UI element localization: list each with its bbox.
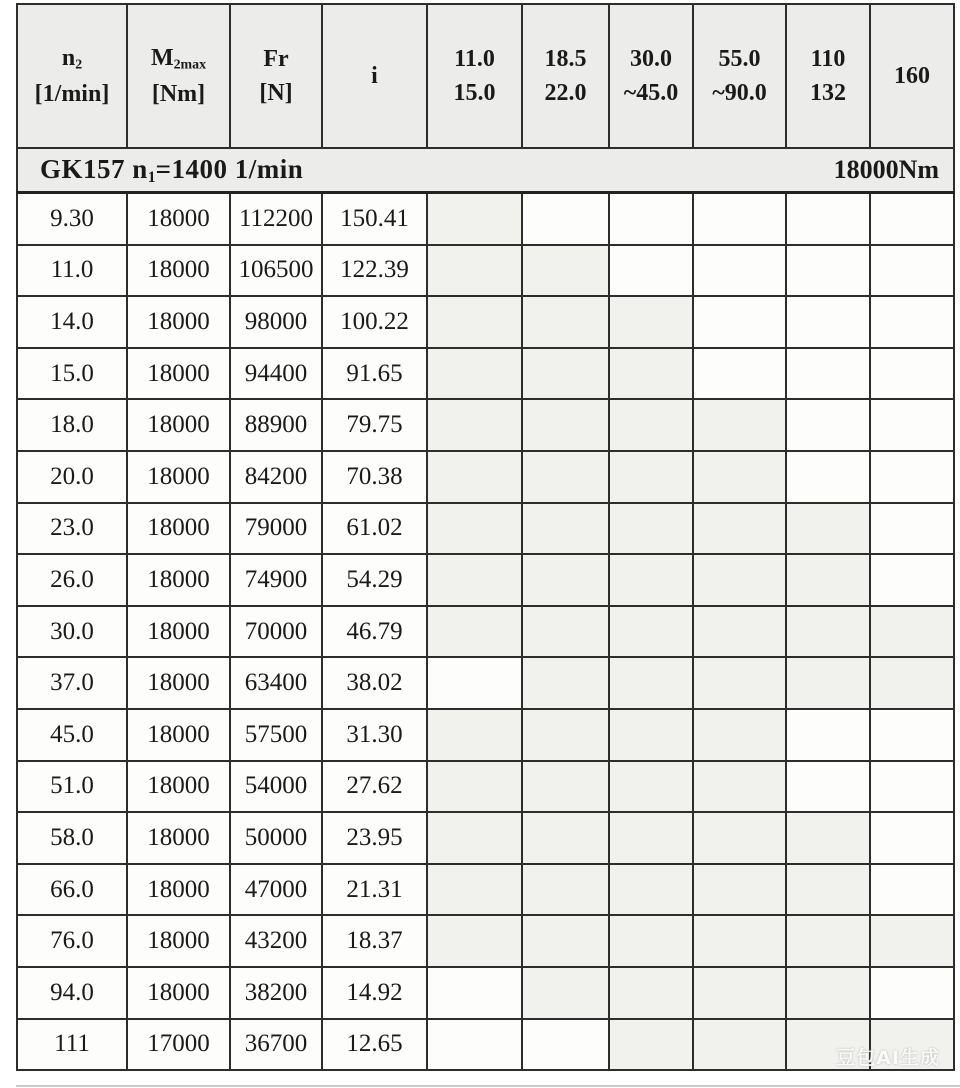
i-value: 31.30 [322,709,427,761]
power-band-cell-p11-15-applicable [427,193,522,245]
power-band-cell-p18-22-applicable [522,657,609,709]
power-band-cell-p160-applicable [870,1019,954,1071]
power-band-cell-p18-22-applicable [522,451,609,503]
power-band-cell-p110-132-blank [786,348,870,400]
col-header-i: i [322,4,427,148]
m2max-value: 18000 [127,503,230,555]
power-band-cell-p110-132-applicable [786,864,870,916]
m2max-value: 18000 [127,606,230,658]
m2max-value: 17000 [127,1019,230,1071]
power-band-cell-p18-22-applicable [522,915,609,967]
fr-value: 106500 [230,245,322,297]
i-value: 54.29 [322,554,427,606]
gearbox-spec-sheet [16,3,947,1071]
power-band-cell-p160-applicable [870,606,954,658]
power-band-cell-p110-132-applicable [786,503,870,555]
col-header-p55-90: 55.0 ~90.0 [693,4,786,148]
n2-value: 94.0 [17,967,127,1019]
power-band-cell-p11-15-applicable [427,709,522,761]
power-band-cell-p30-45-blank [609,193,693,245]
power-band-cell-p18-22-applicable [522,606,609,658]
m2max-value: 18000 [127,399,230,451]
fr-value: 54000 [230,761,322,813]
fr-value: 50000 [230,812,322,864]
power-band-cell-p11-15-applicable [427,915,522,967]
power-band-cell-p55-90-applicable [693,915,786,967]
fr-value: 63400 [230,657,322,709]
fr-value: 36700 [230,1019,322,1071]
power-band-cell-p55-90-blank [693,348,786,400]
n2-value: 20.0 [17,451,127,503]
power-band-cell-p110-132-applicable [786,657,870,709]
power-band-cell-p160-blank [870,348,954,400]
table-row [17,812,954,864]
power-band-cell-p30-45-applicable [609,657,693,709]
fr-value: 88900 [230,399,322,451]
i-value: 21.31 [322,864,427,916]
n2-value: 23.0 [17,503,127,555]
power-band-cell-p30-45-applicable [609,348,693,400]
power-band-cell-p11-15-applicable [427,864,522,916]
power-band-cell-p11-15-blank [427,1019,522,1071]
table-row [17,967,954,1019]
n2-value: 14.0 [17,296,127,348]
table-row [17,709,954,761]
power-band-cell-p55-90-applicable [693,761,786,813]
table-row [17,915,954,967]
power-band-cell-p30-45-applicable [609,915,693,967]
power-band-cell-p160-blank [870,709,954,761]
power-band-cell-p55-90-applicable [693,451,786,503]
table-row [17,503,954,555]
power-band-cell-p30-45-applicable [609,812,693,864]
fr-value: 47000 [230,864,322,916]
power-band-cell-p30-45-applicable [609,554,693,606]
power-band-cell-p160-applicable [870,657,954,709]
n2-value: 76.0 [17,915,127,967]
torque-rating-label: 18000Nm [833,155,939,184]
power-band-cell-p55-90-applicable [693,554,786,606]
power-band-cell-p55-90-blank [693,296,786,348]
i-value: 14.92 [322,967,427,1019]
fr-value: 74900 [230,554,322,606]
i-value: 61.02 [322,503,427,555]
m2max-value: 18000 [127,193,230,245]
power-band-cell-p30-45-applicable [609,761,693,813]
power-band-cell-p30-45-applicable [609,864,693,916]
i-value: 27.62 [322,761,427,813]
col-header-p18-22: 18.5 22.0 [522,4,609,148]
table-row [17,348,954,400]
power-band-cell-p18-22-applicable [522,399,609,451]
power-band-cell-p18-22-applicable [522,864,609,916]
power-band-cell-p160-blank [870,554,954,606]
power-band-cell-p30-45-applicable [609,967,693,1019]
n2-value: 30.0 [17,606,127,658]
power-band-cell-p110-132-blank [786,245,870,297]
power-band-cell-p55-90-applicable [693,967,786,1019]
power-band-cell-p30-45-applicable [609,606,693,658]
n2-value: 9.30 [17,193,127,245]
table-row [17,193,954,245]
i-value: 150.41 [322,193,427,245]
power-band-cell-p11-15-blank [427,967,522,1019]
gearbox-rating-table [16,3,955,1071]
n2-value: 37.0 [17,657,127,709]
power-band-cell-p55-90-applicable [693,812,786,864]
table-title: GK157 $n_1=1400$ 1/min [40,153,304,186]
m2max-value: 18000 [127,864,230,916]
power-band-cell-p18-22-applicable [522,245,609,297]
m2max-value: 18000 [127,915,230,967]
power-band-cell-p110-132-blank [786,761,870,813]
n2-value: 15.0 [17,348,127,400]
power-band-cell-p11-15-applicable [427,503,522,555]
power-band-cell-p110-132-applicable [786,606,870,658]
power-band-cell-p110-132-blank [786,709,870,761]
i-value: 38.02 [322,657,427,709]
power-band-cell-p110-132-applicable [786,1019,870,1071]
power-band-cell-p110-132-blank [786,399,870,451]
power-band-cell-p110-132-blank [786,296,870,348]
power-band-cell-p55-90-applicable [693,864,786,916]
power-band-cell-p11-15-applicable [427,296,522,348]
power-band-cell-p18-22-applicable [522,554,609,606]
power-band-cell-p55-90-applicable [693,606,786,658]
col-header-m2max: $M_{2max}$ [Nm] [127,4,230,148]
power-band-cell-p30-45-applicable [609,1019,693,1071]
power-band-cell-p160-blank [870,503,954,555]
power-band-cell-p30-45-blank [609,245,693,297]
n2-value: 11.0 [17,245,127,297]
m2max-value: 18000 [127,451,230,503]
power-band-cell-p160-blank [870,864,954,916]
power-band-cell-p55-90-applicable [693,657,786,709]
power-band-cell-p55-90-blank [693,245,786,297]
m2max-value: 18000 [127,296,230,348]
power-band-cell-p18-22-applicable [522,296,609,348]
table-row [17,451,954,503]
power-band-cell-p110-132-applicable [786,967,870,1019]
col-header-fr: Fr [N] [230,4,322,148]
n2-value: 51.0 [17,761,127,813]
m2max-value: 18000 [127,967,230,1019]
m2max-value: 18000 [127,554,230,606]
n2-value: 58.0 [17,812,127,864]
col-header-n2: $n_2$ [1/min] [17,4,127,148]
power-band-cell-p30-45-applicable [609,503,693,555]
power-band-cell-p11-15-applicable [427,606,522,658]
power-band-cell-p55-90-applicable [693,709,786,761]
col-header-p11-15: 11.0 15.0 [427,4,522,148]
power-band-cell-p18-22-blank [522,1019,609,1071]
i-value: 18.37 [322,915,427,967]
fr-value: 57500 [230,709,322,761]
fr-value: 94400 [230,348,322,400]
fr-value: 38200 [230,967,322,1019]
power-band-cell-p30-45-applicable [609,399,693,451]
col-header-p30-45: 30.0 ~45.0 [609,4,693,148]
power-band-cell-p18-22-applicable [522,812,609,864]
scan-edge-line [16,1085,960,1087]
power-band-cell-p55-90-blank [693,193,786,245]
power-band-cell-p160-blank [870,812,954,864]
table-row [17,554,954,606]
m2max-value: 18000 [127,348,230,400]
column-header-row [17,4,954,148]
i-value: 122.39 [322,245,427,297]
fr-value: 43200 [230,915,322,967]
power-band-cell-p11-15-applicable [427,761,522,813]
table-row [17,606,954,658]
m2max-value: 18000 [127,709,230,761]
fr-value: 70000 [230,606,322,658]
table-row [17,399,954,451]
power-band-cell-p11-15-applicable [427,812,522,864]
i-value: 79.75 [322,399,427,451]
n1-subscript: 1 [147,168,156,186]
m2max-value: 18000 [127,245,230,297]
power-band-cell-p160-blank [870,296,954,348]
power-band-cell-p18-22-applicable [522,709,609,761]
power-band-cell-p18-22-applicable [522,348,609,400]
table-row [17,296,954,348]
title-row [17,148,954,193]
power-band-cell-p110-132-applicable [786,554,870,606]
power-band-cell-p30-45-applicable [609,709,693,761]
power-band-cell-p160-blank [870,399,954,451]
power-band-cell-p11-15-applicable [427,399,522,451]
power-band-cell-p55-90-applicable [693,503,786,555]
power-band-cell-p160-blank [870,193,954,245]
n2-value: 111 [17,1019,127,1071]
power-band-cell-p18-22-applicable [522,503,609,555]
power-band-cell-p30-45-applicable [609,451,693,503]
table-row [17,761,954,813]
i-value: 70.38 [322,451,427,503]
i-value: 23.95 [322,812,427,864]
power-band-cell-p11-15-applicable [427,348,522,400]
col-header-p160: 160 [870,4,954,148]
fr-value: 98000 [230,296,322,348]
power-band-cell-p18-22-blank [522,193,609,245]
power-band-cell-p160-applicable [870,915,954,967]
fr-value: 112200 [230,193,322,245]
i-value: 91.65 [322,348,427,400]
data-rows [17,193,954,1071]
power-band-cell-p11-15-applicable [427,245,522,297]
i-value: 46.79 [322,606,427,658]
power-band-cell-p30-45-applicable [609,296,693,348]
n2-value: 45.0 [17,709,127,761]
power-band-cell-p160-blank [870,967,954,1019]
power-band-cell-p160-blank [870,245,954,297]
power-band-cell-p11-15-blank [427,657,522,709]
power-band-cell-p160-blank [870,761,954,813]
m2max-value: 18000 [127,812,230,864]
n2-value: 18.0 [17,399,127,451]
m2max-value: 18000 [127,761,230,813]
col-header-p110-132: 110 132 [786,4,870,148]
power-band-cell-p11-15-applicable [427,451,522,503]
power-band-cell-p110-132-applicable [786,915,870,967]
n2-value: 66.0 [17,864,127,916]
power-band-cell-p110-132-applicable [786,812,870,864]
power-band-cell-p55-90-applicable [693,399,786,451]
power-band-cell-p160-blank [870,451,954,503]
n2-value: 26.0 [17,554,127,606]
table-row [17,864,954,916]
power-band-cell-p18-22-applicable [522,967,609,1019]
i-value: 12.65 [322,1019,427,1071]
fr-value: 79000 [230,503,322,555]
m2max-value: 18000 [127,657,230,709]
power-band-cell-p110-132-blank [786,193,870,245]
ai-watermark: 豆包AI生成 [836,1047,940,1069]
power-band-cell-p55-90-applicable [693,1019,786,1071]
power-band-cell-p11-15-applicable [427,554,522,606]
power-band-cell-p110-132-blank [786,451,870,503]
i-value: 100.22 [322,296,427,348]
table-row [17,657,954,709]
table-row [17,1019,954,1071]
fr-value: 84200 [230,451,322,503]
power-band-cell-p18-22-applicable [522,761,609,813]
table-row [17,245,954,297]
